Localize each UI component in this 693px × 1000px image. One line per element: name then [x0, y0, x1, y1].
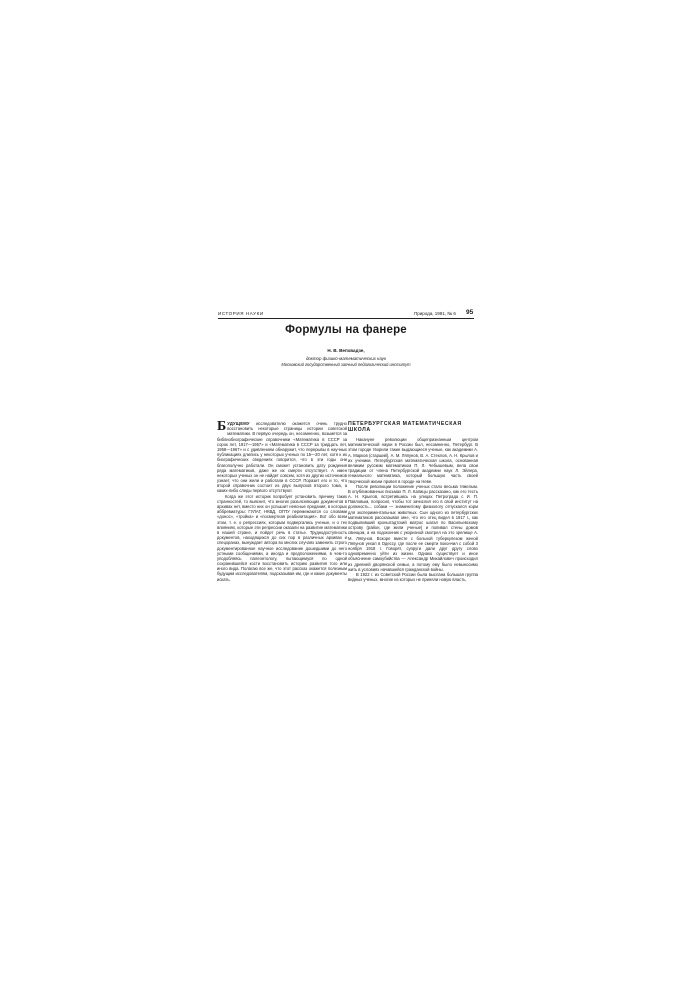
author-degree: доктор физико-математических наук: [305, 356, 387, 361]
lead-word: УДУЩЕМУ: [227, 421, 250, 426]
article-title: Формулы на фанере: [285, 324, 407, 336]
author-affiliation: Московский государственный заочный педагогический институт: [281, 362, 411, 367]
left-text-column: [217, 421, 347, 582]
right-paragraph-2: После революции положение ученых стало весьма тяжелым. В опубликованных письмах П. Л. Капицы рассказано, как его тесть А. Н. Крылов, встретившись на улицах Петрограда с И. П. Павловым, попросил, чтобы тот зачислил его в свой институт на должность... собаки — знаменитому физиологу отпускался корм для экспериментальных животных. Сын одного из петербургских математиков рассказывал мне, что его отец видел в 1917 г., как подвыпивший кронштадтский матрос шагал по Васильевскому острову (район, где жили ученые) и поливал стены домов свинцом, а на подоконник с укоризной смотрел на это зрелище А. М. Ляпунов. Вскоре вместе с больной туберкулезом женой Ляпунов уехал в Одессу, где после ее смерти покончил с собой 3 ноября 1918 г. Говорят, супруги дали друг другу слово одновременно уйти из жизни. Однако существует и иное объяснение самоубийства — Александр Михайлович происходил из древней дворянской семьи, а потому ему было невыносимо жить в условиях начавшейся гражданской войны.: [348, 483, 478, 572]
header-rule: [218, 318, 474, 319]
drop-cap: Б: [217, 419, 227, 434]
article-author: Н. В. Вепхвадзе,: [327, 348, 365, 353]
right-paragraph-3: В 1922 г. из Советской России была выслана большая группа видных ученых, многие из которых не приняли новую власть,: [348, 571, 478, 583]
page-number: 95: [466, 309, 474, 316]
running-header-section: ИСТОРИЯ НАУКИ: [218, 311, 264, 316]
left-paragraph-1: [217, 421, 347, 494]
left-paragraph-1-text: исследователю окажется очень трудно восстановить некоторые страницы истории советской математики. В первую очередь он, несомненно, возьмется за библиобиографические справочники «Математика в СССР за сорок лет, 1917—1957» и «Математика в СССР за тридцать лет, 1958—1967» и с удивлением обнаружит, что перерывы в научных публикациях длились у некоторых ученых по 15—20 лет, хотя к их биографических сведениях говорится, что в эти годы они благополучно работали. Он сможет установить дату рождения ряда математиков, даже же их смерти отсутствует. А имен некоторых ученых он не найдет совсем, хотя из других источников узнает, что они жили и работали в СССР. Поразит его и то, что второй справочник состоит из двух выпусков второго тома, а каких-либо следы первого отсутствуют.: [217, 421, 347, 494]
left-paragraph-2: Когда же этот историк попробует установить причину таких странностей, то выяснит, что многих разъясняющих документов в архивах нет, вместо них он услышит неясные предания, в которых аббревиатуры: ГУЛАГ, НКВД, ОГПУ перемежаются со словами «донос», «тройка» и «посмертная реабилитация». Вот обо всем этом, т. е. о репрессиях, которым подвергались ученые, и о тех влияниях, которые эти репрессии оказали на развитие математики в нашей стране, и пойдет речь в статье. Труднодоступность документов, находящихся до сих пор в различных архивах и спецхранах, вынуждает автора во многих случаях заменить строго документированное научное исследование дошедшими до него устными сообщениями, а иногда и предположениями, в чем-то уподобляясь палеонтологу, пытающемуся по одной сохранившейся кости восстановить историю развития того или иного вида. Полагаю все же, что этот рассказ окажется полезным будущим исследователям, подсказывая им, где и какие документы искать.: [217, 493, 347, 582]
right-paragraph-1: Накануне революции общепризнанным центром математической науки в России был, несомненно, Петербург. В этом городе творили такие выдающиеся ученые, как академики А. А. Марков (старший), А. М. Ляпунов, В. А. Стеклов, А. Н. Крылов и их ученики. Петербургская математическая школа, основанная великим русским математиком П. Л. Чебышевым, вела свои традиции от члена Петербургской академии наук Л. Эйлера, гениального математика, который большую часть своей творческой жизни провел в городе на Неве.: [348, 437, 478, 484]
right-text-column: [348, 421, 478, 582]
section-heading: ПЕТЕРБУРГСКАЯ МАТЕМАТИЧЕСКАЯ ШКОЛА: [348, 421, 462, 433]
running-header-journal: Природа, 1991, № 6: [414, 311, 456, 316]
